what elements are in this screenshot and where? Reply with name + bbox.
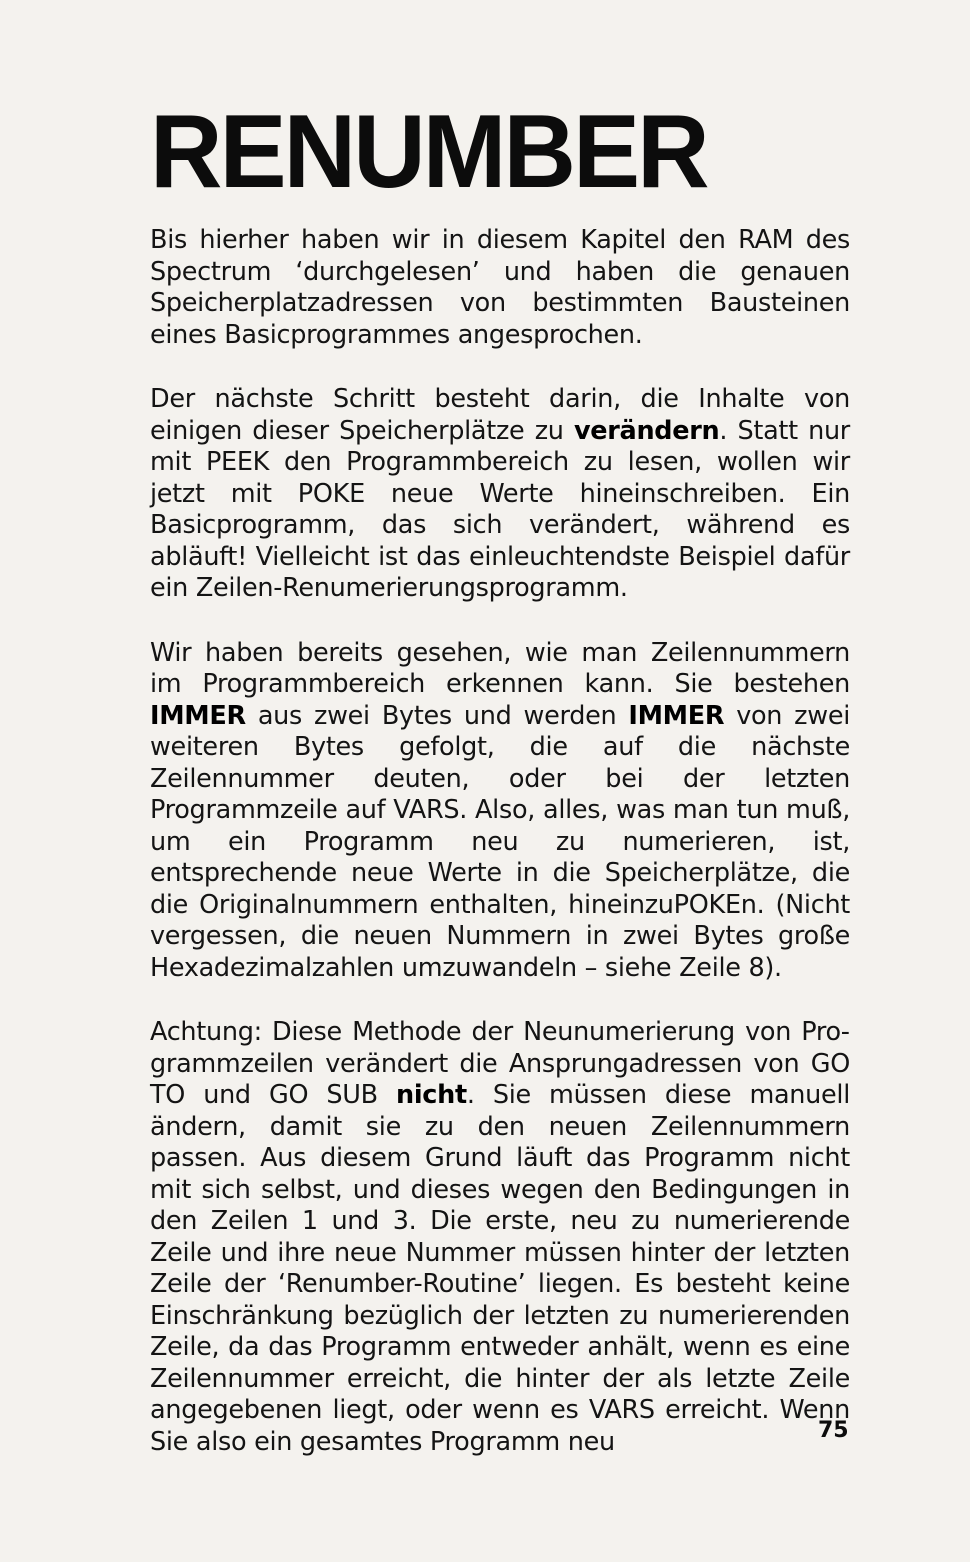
chapter-title: RENUMBER: [150, 94, 707, 210]
paragraph: [150, 384, 850, 605]
paragraph: [150, 225, 850, 351]
text-run: von zwei weiteren Bytes gefolgt, die auf die nächste Zeilennummer deuten, oder bei der letzten Programmzeile auf VARS. Also, alles, was man tun muß, um ein Programm neu zu numerieren, ist, entsprechende neue Werte in die Speicherplätze, die die Originalnummern enthalten, hineinzuPOKEn. (Nicht vergessen, die neuen Nummern in zwei Bytes große Hexadezimalzahlen umzuwandeln – siehe Zeile 8).: [150, 700, 850, 983]
paragraph: [150, 638, 850, 985]
paragraph: [150, 1017, 850, 1458]
page-number: 75: [818, 1418, 849, 1443]
bold-text: nicht: [396, 1080, 467, 1110]
bold-text: IMMER: [628, 700, 725, 731]
text-run: Wir haben bereits gesehen, wie man Zeilennummern im Programmbereich erkennen kann. Sie bestehen: [150, 637, 850, 699]
text-run: Der nächste Schritt besteht darin, die Inhalte von einigen dieser Speicherplätze zu: [150, 384, 850, 446]
bold-text: IMMER: [150, 700, 246, 731]
text-run: . Sie müssen diese manuell ändern, damit sie zu den neuen Zeilennummern passen. Aus diesem Grund läuft das Programm nicht mit sich selbst, und dieses wegen den Bedingungen in den Zeilen 1 und 3. Die erste, neu zu numerierende Zeile und ihre neue Nummer müssen hinter der letzten Zeile der ‘Renumber-Routine’ liegen. Es besteht keine Einschränkung bezüglich der letzten zu numerierenden Zeile, da das Programm entweder anhält, wenn es eine Zeilennummer erreicht, die hinter der als letzte Zeile angegebenen liegt, oder wenn es VARS erreicht. Wenn Sie also ein gesamtes Programm neu: [150, 1080, 850, 1457]
text-run: aus zwei Bytes und werden: [245, 700, 629, 731]
text-run: Bis hierher haben wir in diesem Kapitel den RAM des Spectrum ‘durchgelesen’ und haben die genauen Speicherplatzadressen von bestimmten Bausteinen eines Basicprogrammes angesprochen.: [150, 225, 850, 350]
bold-text: verändern: [573, 415, 720, 446]
body-text: [150, 225, 850, 1491]
text-run: Achtung: Diese Methode der Neunumerierung von Programmzeilen verändert die Ansprungadressen von GO TO und GO SUB: [150, 1017, 850, 1110]
text-run: . Statt nur mit PEEK den Programmbereich zu lesen, wollen wir jetzt mit POKE neue Werte hineinschreiben. Ein Basicprogramm, das sich verändert, während es abläuft! Vielleicht ist das einleuchtendste Beispiel dafür ein Zeilen-Renumerierungsprogramm.: [150, 415, 850, 603]
